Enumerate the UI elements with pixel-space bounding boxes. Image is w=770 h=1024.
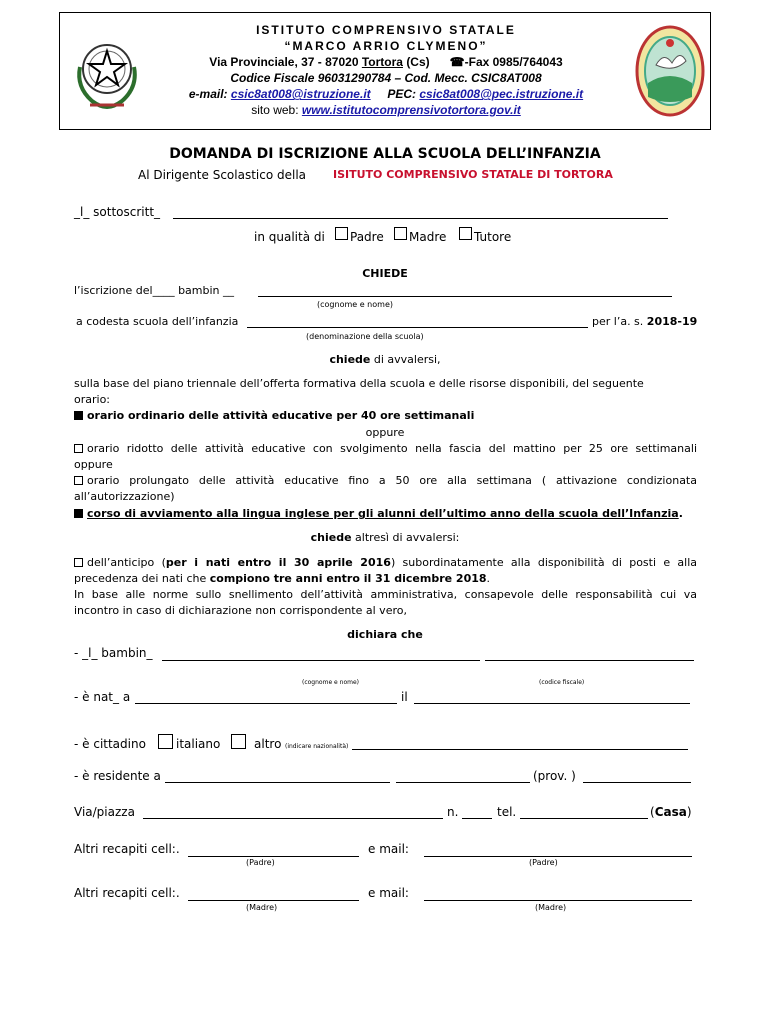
nationality-field[interactable]	[352, 749, 688, 750]
option-anticipo[interactable]	[74, 556, 697, 569]
residence-extra-field[interactable]	[396, 782, 530, 783]
cognome-nome-caption: (cognome e nome)	[317, 300, 393, 309]
school-year-value: 2018-19	[646, 315, 698, 328]
altresi-text: altresì di avvalersi:	[355, 531, 460, 544]
precedenza-text-c: .	[486, 572, 491, 585]
precedenza-line	[74, 572, 490, 585]
nazionalita-caption: (indicare nazionalità)	[285, 743, 349, 750]
undersigned-label: _l_ sottoscritt_	[74, 205, 161, 219]
recapiti-madre-label: Altri recapiti cell:.	[74, 886, 180, 900]
madre-cell-field[interactable]	[188, 900, 359, 901]
precedenza-text-a: precedenza dei nati che	[74, 572, 207, 585]
il-label: il	[401, 690, 408, 704]
checkbox-icon	[74, 558, 83, 567]
cf-caption: (codice fiscale)	[539, 679, 585, 686]
nato-label: - è nat_ a	[74, 690, 131, 704]
anticipo-text-a: dell’anticipo (	[87, 556, 166, 569]
website-label: sito web:	[251, 103, 299, 117]
oppure-2: oppure	[74, 458, 113, 471]
avvalersi-text: di avvalersi,	[373, 353, 441, 366]
phone-fax: ☎-Fax 0985/764043	[449, 55, 563, 69]
madre-label: Madre	[409, 230, 447, 244]
in-base-text-2: incontro in caso di dichiarazione non corrispondente al vero,	[74, 604, 407, 617]
avvalersi-line	[0, 353, 770, 366]
email-madre-label: e mail:	[368, 886, 409, 900]
address-province: (Cs)	[406, 55, 430, 69]
madre-email-field[interactable]	[424, 900, 692, 901]
anticipo-text-c: ) subordinatamente alla disponibilità di posti e alla	[390, 556, 698, 569]
italiano-label: italiano	[176, 737, 221, 751]
tutore-checkbox[interactable]	[459, 227, 472, 240]
padre-email-field[interactable]	[424, 856, 692, 857]
undersigned-field[interactable]	[173, 218, 668, 219]
tutore-label: Tutore	[474, 230, 512, 244]
altro-checkbox[interactable]	[231, 734, 246, 749]
via-label: Via/piazza	[74, 805, 135, 819]
address-street: Via Provinciale, 37 - 87020	[209, 55, 359, 69]
birthplace-field[interactable]	[135, 703, 397, 704]
option-corso[interactable]	[74, 507, 683, 520]
school-logo	[634, 21, 706, 121]
school-year-label: per l’a. s.	[592, 315, 644, 328]
iscrizione-label: l’iscrizione del____ bambin __	[74, 284, 235, 297]
option-ordinario-label: orario ordinario delle attività educative per 40 ore settimanali	[87, 409, 475, 422]
option-corso-dot: .	[678, 507, 683, 520]
italiano-checkbox[interactable]	[158, 734, 173, 749]
recapiti-padre-label: Altri recapiti cell:.	[74, 842, 180, 856]
phone-field[interactable]	[520, 818, 648, 819]
school-recipient: ISITUTO COMPRENSIVO STATALE DI TORTORA	[333, 168, 613, 181]
birthdate-field[interactable]	[414, 703, 690, 704]
option-ordinario[interactable]	[74, 409, 474, 422]
numero-label: n.	[447, 805, 459, 819]
checkbox-icon	[74, 476, 83, 485]
letterhead	[59, 12, 711, 130]
anticipo-text-b: per i nati entro il 30 aprile 2016	[165, 556, 391, 569]
address-town: Tortora	[361, 55, 403, 69]
page-title: DOMANDA DI ISCRIZIONE ALLA SCUOLA DELL’INFANZIA	[169, 146, 601, 162]
altresi-bold: chiede	[310, 531, 352, 544]
fiscal-code-field[interactable]	[485, 660, 694, 661]
in-base-text-1: In base alle norme sullo snellimento dell’attività amministrativa, consapevole delle responsabilità cui va	[74, 588, 697, 601]
altro-label: altro	[254, 737, 282, 751]
codesta-label: a codesta scuola dell’infanzia	[76, 315, 239, 328]
email-padre-label: e mail:	[368, 842, 409, 856]
child-name-field[interactable]	[258, 296, 672, 297]
option-prolungato[interactable]	[74, 474, 697, 487]
website-line	[60, 103, 712, 117]
precedenza-text-b: compiono tre anni entro il 31 dicembre 2018	[209, 572, 487, 585]
casa-close: )	[686, 805, 692, 819]
cittadino-label: - è cittadino	[74, 737, 146, 751]
piano-text-1: sulla base del piano triennale dell’offerta formativa della scuola e delle risorse disponibili, del seguente	[74, 377, 644, 390]
addressee: Al Dirigente Scolastico della	[138, 168, 307, 182]
school-name-field[interactable]	[247, 327, 588, 328]
chiede-heading: CHIEDE	[362, 267, 408, 280]
child-fullname-field[interactable]	[162, 660, 480, 661]
padre-label: Padre	[350, 230, 384, 244]
padre-caption-1: (Padre)	[246, 858, 275, 867]
altresi-line	[0, 531, 770, 544]
residente-label: - è residente a	[74, 769, 161, 783]
school-name: “MARCO ARRIO CLYMENO”	[284, 39, 488, 53]
school-type: ISTITUTO COMPRENSIVO STATALE	[256, 23, 516, 37]
school-address	[60, 55, 712, 69]
bambin-label: - _l_ bambin_	[74, 646, 153, 660]
checked-square-icon	[74, 411, 83, 420]
option-ridotto[interactable]	[74, 442, 697, 455]
casa-open: (	[650, 805, 655, 819]
option-prolungato-cont: all’autorizzazione)	[74, 490, 175, 503]
cognome-caption: (cognome e nome)	[302, 679, 359, 686]
madre-caption-1: (Madre)	[246, 903, 278, 912]
padre-checkbox[interactable]	[335, 227, 348, 240]
option-ridotto-label: orario ridotto delle attività educative con svolgimento nella fascia del mattino per 25 ore settimanali	[87, 442, 697, 455]
prov-label: (prov. )	[533, 769, 576, 783]
province-field[interactable]	[583, 782, 691, 783]
dichiara-heading: dichiara che	[347, 628, 423, 641]
padre-cell-field[interactable]	[188, 856, 359, 857]
email-line	[60, 87, 712, 101]
checkbox-icon	[74, 444, 83, 453]
madre-checkbox[interactable]	[394, 227, 407, 240]
casa-text: Casa	[654, 805, 687, 819]
piano-text-2: orario:	[74, 393, 111, 406]
avvalersi-bold: chiede	[329, 353, 371, 366]
padre-caption-2: (Padre)	[529, 858, 558, 867]
residence-field[interactable]	[165, 782, 390, 783]
tel-label: tel.	[497, 805, 517, 819]
email-link[interactable]: csic8at008@istruzione.it	[230, 87, 371, 101]
casa-label	[650, 805, 692, 819]
school-year	[592, 315, 697, 328]
fiscal-codes: Codice Fiscale 96031290784 – Cod. Mecc. CSIC8AT008	[230, 71, 542, 85]
website-link[interactable]: www.istitutocomprensivotortora.gov.it	[301, 103, 521, 117]
pec-link[interactable]: csic8at008@pec.istruzione.it	[419, 87, 584, 101]
checked-square-icon	[74, 509, 83, 518]
house-number-field[interactable]	[462, 818, 492, 819]
street-field[interactable]	[143, 818, 443, 819]
role-label: in qualità di	[254, 230, 325, 244]
denominazione-caption: (denominazione della scuola)	[306, 332, 424, 341]
madre-caption-2: (Madre)	[535, 903, 567, 912]
oppure-1: oppure	[365, 426, 405, 439]
option-prolungato-label: orario prolungato delle attività educative fino a 50 ore alla settimana ( attivazione condizionata	[87, 474, 697, 487]
option-corso-label: corso di avviamento alla lingua inglese per gli alunni dell’ultimo anno della scuola dell’Infanzia	[87, 507, 679, 520]
pec-label: PEC:	[387, 87, 416, 101]
email-label: e-mail:	[188, 87, 228, 101]
